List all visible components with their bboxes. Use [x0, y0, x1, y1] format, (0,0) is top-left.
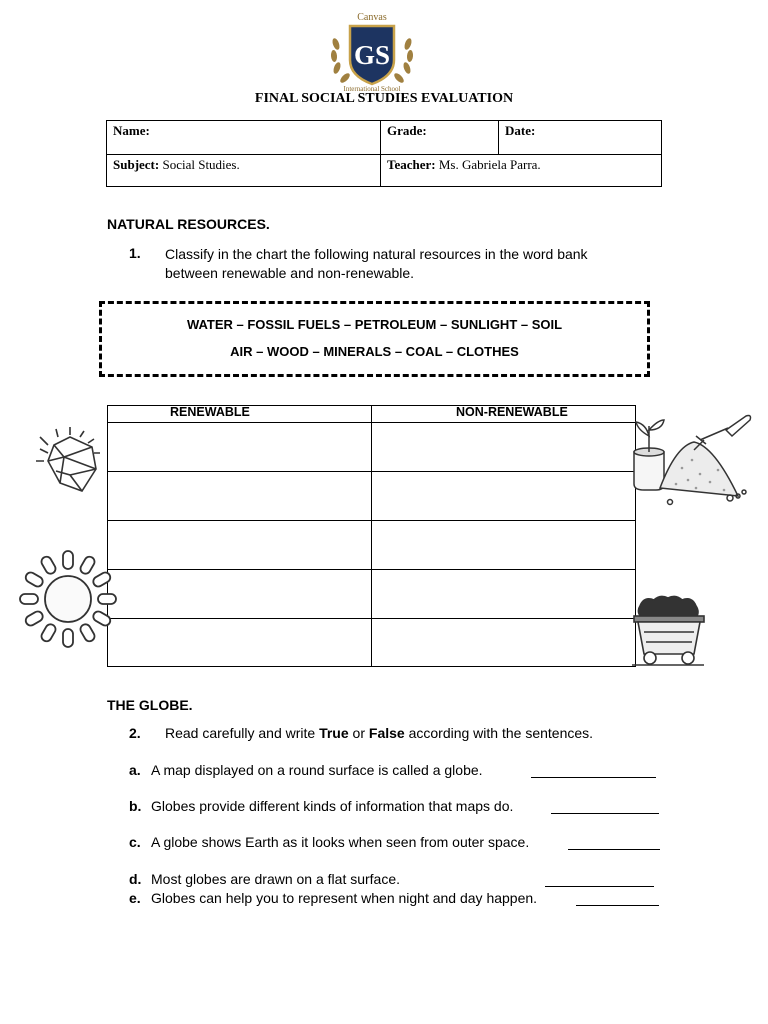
coal-cart-icon — [630, 592, 710, 675]
sun-ray — [63, 629, 73, 647]
document-title: FINAL SOCIAL STUDIES EVALUATION — [254, 91, 514, 106]
statement-text: Most globes are drawn on a flat surface. — [151, 871, 401, 887]
statement-text: A map displayed on a round surface is called a globe. — [151, 762, 483, 778]
question-number-1: 1. — [129, 245, 141, 261]
question-number-2: 2. — [129, 725, 141, 741]
sun-ray — [20, 594, 38, 604]
answer-blank-d[interactable] — [545, 886, 654, 887]
subject-label: Subject: — [113, 157, 160, 172]
q2-text-or: or — [348, 725, 369, 741]
chart-row-line — [108, 471, 635, 472]
soil-plant-icon — [630, 410, 756, 515]
statement-text: Globes provide different kinds of information that maps do. — [151, 798, 514, 814]
name-label: Name: — [113, 123, 150, 138]
sun-ray — [24, 571, 45, 589]
answer-blank-c[interactable] — [568, 849, 660, 850]
sun-ray — [40, 622, 58, 643]
chart-row-line — [108, 520, 635, 521]
chart-row-line — [108, 618, 635, 619]
subject-cell — [107, 155, 381, 187]
statement-text: A globe shows Earth as it looks when seen from outer space. — [151, 834, 530, 850]
chart-row-line — [108, 569, 635, 570]
chart-header-non-renewable: NON-RENEWABLE — [456, 405, 568, 419]
sun-ray — [98, 594, 116, 604]
q2-true-word: True — [319, 725, 349, 741]
q2-text-pre: Read carefully and write — [165, 725, 320, 741]
teacher-cell — [381, 155, 662, 187]
section-heading-natural-resources: NATURAL RESOURCES. — [107, 216, 270, 232]
answer-blank-b[interactable] — [551, 813, 659, 814]
statement-letter: d. — [129, 871, 142, 887]
q2-false-word: False — [368, 725, 405, 741]
statement-letter: a. — [129, 762, 141, 778]
section-heading-the-globe: THE GLOBE. — [107, 697, 193, 713]
classification-chart — [107, 405, 636, 667]
teacher-value: Ms. Gabriela Parra. — [438, 157, 541, 172]
logo-top-text: Canvas — [357, 12, 387, 23]
student-info-table — [106, 120, 662, 187]
statement-c — [129, 834, 529, 850]
word-bank-box — [99, 301, 650, 377]
school-logo — [322, 10, 422, 92]
date-cell[interactable] — [499, 121, 662, 155]
grade-label: Grade: — [387, 123, 427, 138]
statement-e — [129, 890, 537, 906]
statement-text: Globes can help you to represent when night and day happen. — [151, 890, 538, 906]
logo-bottom-text: International School — [343, 85, 401, 92]
sun-icon — [18, 547, 118, 654]
sun-ray — [24, 610, 45, 628]
grade-cell[interactable] — [381, 121, 499, 155]
statement-b — [129, 798, 513, 814]
sun-ray — [91, 571, 112, 589]
date-label: Date: — [505, 123, 536, 138]
sun-ray — [79, 622, 97, 643]
sun-ray — [63, 551, 73, 569]
answer-blank-e[interactable] — [576, 905, 659, 906]
diamond-icon — [30, 425, 108, 502]
chart-header-renewable: RENEWABLE — [170, 405, 250, 419]
word-bank-line-1: WATER – FOSSIL FUELS – PETROLEUM – SUNLIGHT – SOIL — [186, 317, 563, 332]
sun-ray — [79, 555, 97, 576]
teacher-label: Teacher: — [387, 157, 436, 172]
subject-value: Social Studies. — [162, 157, 240, 172]
sun-ray — [91, 610, 112, 628]
statement-a — [129, 762, 483, 778]
answer-blank-a[interactable] — [531, 777, 656, 778]
sun-ray — [40, 555, 58, 576]
statement-letter: b. — [129, 798, 142, 814]
word-bank-line-2: AIR – WOOD – MINERALS – COAL – CLOTHES — [230, 344, 519, 359]
statement-letter: e. — [129, 890, 141, 906]
question-text-1: Classify in the chart the following natural resources in the word bank between renewable and non-renewable. — [165, 246, 588, 281]
q2-text-post: according with the sentences. — [404, 725, 594, 741]
name-cell[interactable] — [107, 121, 381, 155]
chart-column-divider — [371, 406, 372, 666]
chart-row-line — [108, 422, 635, 423]
statement-d — [129, 871, 400, 887]
question-text-2 — [165, 725, 593, 741]
statement-letter: c. — [129, 834, 141, 850]
logo-initials: GS — [353, 40, 391, 70]
